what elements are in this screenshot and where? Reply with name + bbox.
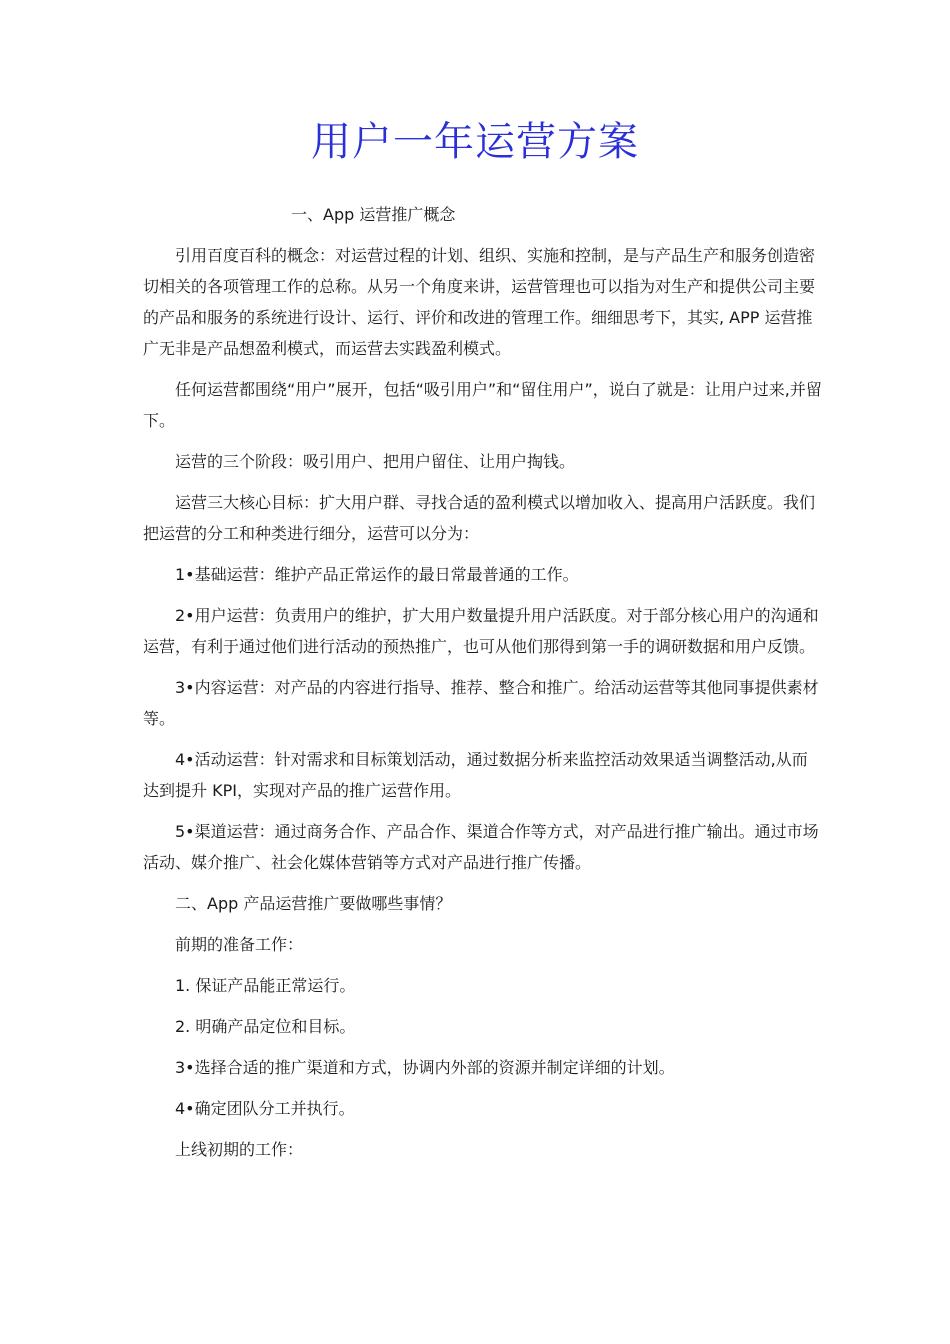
list-item-prep-1: 1. 保证产品能正常运行。 [175, 976, 356, 995]
document-title: 用户一年运营方案 [311, 119, 639, 165]
document-body [143, 199, 823, 1175]
list-item-prep-4: 4•确定团队分工并执行。 [175, 1099, 355, 1118]
section-heading-1: 一、App 运营推广概念 [291, 205, 456, 224]
section-heading-2: 二、App 产品运营推广要做哪些事情？ [175, 894, 452, 913]
paragraph-user-focus: 任何运营都围绕“用户”展开，包括“吸引用户”和“留住用户”，说白了就是：让用户过来,并留下。 [143, 380, 822, 430]
list-item-basic-ops: 1•基础运营：维护产品正常运作的最日常最普通的工作。 [175, 565, 579, 584]
list-item-user-ops: 2•用户运营：负责用户的维护，扩大用户数量提升用户活跃度。对于部分核心用户的沟通和运营，有利于通过他们进行活动的预热推广，也可从他们那得到第一手的调研数据和用户反馈。 [143, 606, 819, 656]
list-item-channel-ops: 5•渠道运营：通过商务合作、产品合作、渠道合作等方式，对产品进行推广输出。通过市场活动、媒介推广、社会化媒体营销等方式对产品进行推广传播。 [143, 822, 819, 872]
list-item-content-ops: 3•内容运营：对产品的内容进行指导、推荐、整合和推广。给活动运营等其他同事提供素材等。 [143, 678, 819, 728]
paragraph-three-stages: 运营的三个阶段：吸引用户、把用户留住、让用户掏钱。 [175, 452, 576, 471]
list-item-activity-ops: 4•活动运营：针对需求和目标策划活动，通过数据分析来监控活动效果适当调整活动,从而达到提升 KPI，实现对产品的推广运营作用。 [143, 750, 808, 800]
paragraph-preparation: 前期的准备工作： [175, 935, 304, 954]
paragraph-definition: 引用百度百科的概念：对运营过程的计划、组织、实施和控制，是与产品生产和服务创造密切相关的各项管理工作的总称。从另一个角度来讲，运营管理也可以指为对生产和提供公司主要的产品和服务的系统进行设计、运行、评价和改进的管理工作。细细思考下，其实, APP 运营推广无非是产品想盈利模式，而运营去实践盈利模式。 [143, 246, 816, 358]
paragraph-core-goals: 运营三大核心目标：扩大用户群、寻找合适的盈利模式以增加收入、提高用户活跃度。我们把运营的分工和种类进行细分，运营可以分为： [143, 493, 816, 543]
paragraph-launch-phase: 上线初期的工作： [175, 1140, 304, 1159]
list-item-prep-2: 2. 明确产品定位和目标。 [175, 1017, 356, 1036]
list-item-prep-3: 3•选择合适的推广渠道和方式，协调内外部的资源并制定详细的计划。 [175, 1058, 675, 1077]
